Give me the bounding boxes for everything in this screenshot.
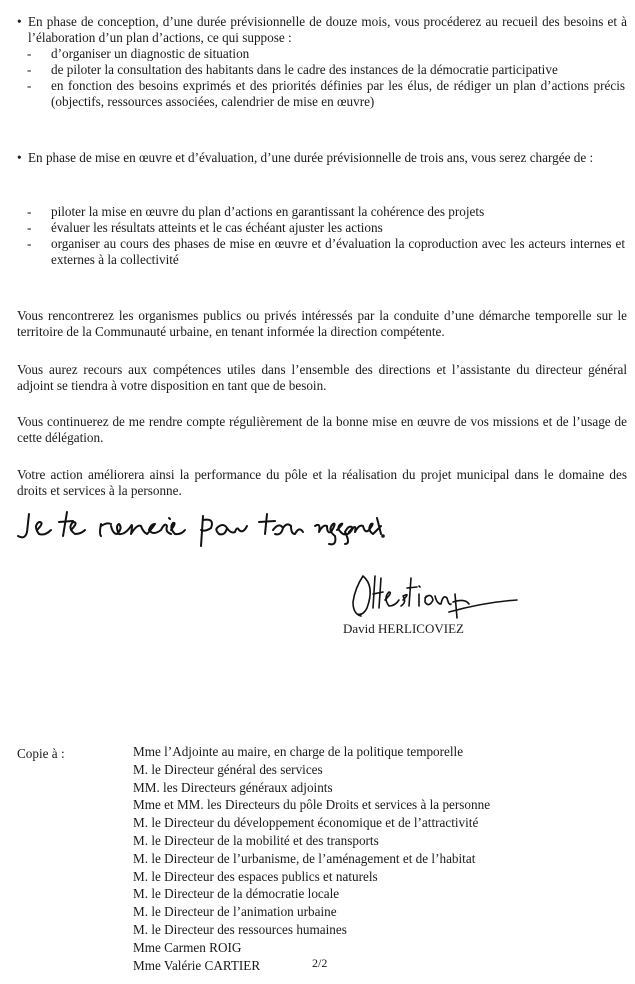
list-item-text: de piloter la consultation des habitants dans le cadre des instances de la démocratie participative [51, 62, 558, 77]
mise-en-oeuvre-task-list [27, 204, 625, 268]
paragraph: Votre action améliorera ainsi la performance du pôle et la réalisation du projet municipal dans le domaine des droits et services à la personne. [17, 467, 627, 498]
recipient: MM. les Directeurs généraux adjoints [133, 779, 333, 795]
list-item [27, 46, 625, 62]
handwritten-note [15, 508, 385, 548]
list-item-text: organiser au cours des phases de mise en œuvre et d’évaluation la coproduction avec les acteurs internes et externes à la collectivité [51, 236, 625, 267]
dash-marker: - [27, 204, 32, 219]
list-item [27, 236, 625, 268]
recipient: M. le Directeur général des services [133, 761, 323, 777]
bullet-mise-en-oeuvre-text: En phase de mise en œuvre et d’évaluation, d’une durée prévisionnelle de trois ans, vous serez chargée de : [28, 150, 594, 165]
list-item [27, 78, 625, 110]
copie-label: Copie à : [17, 746, 65, 761]
list-item-text: d’organiser un diagnostic de situation [51, 46, 250, 61]
list-item [27, 220, 625, 236]
recipient: Mme l’Adjointe au maire, en charge de la politique temporelle [133, 744, 464, 759]
recipient: Mme et MM. les Directeurs du pôle Droits et services à la personne [133, 797, 491, 813]
recipient: M. le Directeur des espaces publics et naturels [133, 868, 378, 884]
recipient: M. le Directeur des ressources humaines [133, 921, 347, 937]
signature [345, 572, 520, 620]
dash-marker: - [27, 62, 32, 77]
recipient-list [133, 743, 603, 974]
conception-task-list [27, 46, 625, 110]
recipient: M. le Directeur de l’animation urbaine [133, 904, 337, 920]
list-item-text: évaluer les résultats atteints et le cas échéant ajuster les actions [51, 220, 383, 235]
list-item [27, 204, 625, 220]
bullet-mise-en-oeuvre [17, 150, 627, 166]
page-number: 2/2 [312, 956, 328, 970]
bullet-marker: • [17, 150, 22, 165]
bullet-marker: • [17, 14, 22, 29]
dash-marker: - [27, 78, 32, 93]
list-item-text: piloter la mise en œuvre du plan d’actions en garantissant la cohérence des projets [51, 204, 485, 219]
bullet-conception [17, 14, 627, 46]
bullet-conception-text: En phase de conception, d’une durée prévisionnelle de douze mois, vous procéderez au recueil des besoins et à l’élaboration d’un plan d’actions, ce qui suppose : [28, 14, 627, 45]
recipient: M. le Directeur de la mobilité et des transports [133, 832, 379, 848]
dash-marker: - [27, 236, 32, 251]
recipient: M. le Directeur de l’urbanisme, de l’aménagement et de l’habitat [133, 850, 476, 866]
paragraph: Vous continuerez de me rendre compte régulièrement de la bonne mise en œuvre de vos missions et de l’usage de cette délégation. [17, 414, 627, 445]
paragraph: Vous rencontrerez les organismes publics ou privés intéressés par la conduite d’une démarche temporelle sur le territoire de la Communauté urbaine, en tenant informée la direction compétente. [17, 308, 627, 339]
list-item [27, 62, 625, 78]
recipient: M. le Directeur de la démocratie locale [133, 886, 340, 902]
recipient: Mme Carmen ROIG [133, 939, 242, 955]
recipient: M. le Directeur du développement économique et de l’attractivité [133, 815, 479, 831]
dash-marker: - [27, 220, 32, 235]
dash-marker: - [27, 46, 32, 61]
signer-name: David HERLICOVIEZ [343, 621, 464, 636]
recipient: Mme Valérie CARTIER [133, 957, 261, 973]
list-item-text: en fonction des besoins exprimés et des priorités définies par les élus, de rédiger un plan d’actions précis (objectifs, ressources associées, calendrier de mise en œuvre) [51, 78, 625, 109]
paragraph: Vous aurez recours aux compétences utiles dans l’ensemble des directions et l’assistante du directeur général adjoint se tiendra à votre disposition en tant que de besoin. [17, 362, 627, 393]
